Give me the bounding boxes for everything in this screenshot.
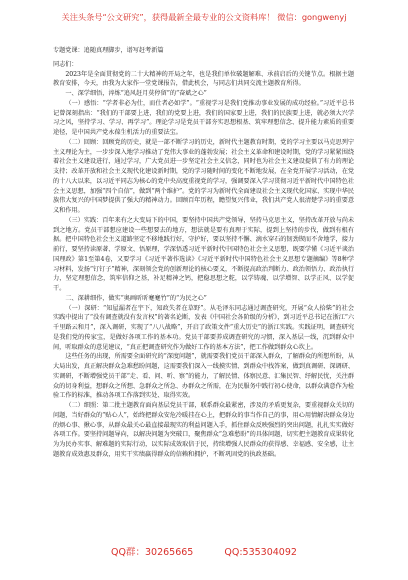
document-body <box>53 46 354 460</box>
footer-contact <box>0 544 408 558</box>
paragraph: （一）感悟：“学者非必为仕，而仕者必如学”。“重视学习是我们党推动事业发展的成功经验。”习近平总书记曾深刻指出：“我们的干部要上进，我们的党要上进，我们的国家要上进，我们的民族要上进，就必须大兴学习之风，坚持学习、学习、再学习”。理论学习是党员干部夯实思想根基、筑牢理想信念、提升能力素质的重要途径，是中国共产党永葆生机活力的重要法宝。 <box>53 99 354 136</box>
document-title: 专题党课：追随真理脚步，谱写赶考新篇 <box>53 47 164 54</box>
paragraph: （三）实践：百年来有之大变局下的中国，要坚持中国共产党领导，坚持马克思主义，坚持改革开放与尚未到之地方。党员干部想应建设一些想要去的地方，想法就是要有真理于实际，提到上坚持的步伐，做到有根有据。把中国特色社会主义道路坚定不移地践行好，守护好，要以坚持不懈、滴水穿石的韧劲锲而不舍地学，接力前行，要坚持读原著、学原文、悟原理，学深悟透习近平新时代中国特色社会主义思想，既要学懂《习近平谈治国理政》第1至第4卷，又要学习《习近平著作选读》《习近平新时代中国特色社会主义思想专题摘编》等8种学习材料，发扬“钉钉子”精神，深刻领会党的创新理论的核心要义，不断提高政治判断力、政治领悟力、政治执行力，坚定理想信念，筑牢信仰之基，补足精神之钙，把稳思想之舵，以学铸魂、以学增智、以学正风、以学促干。 <box>53 216 354 292</box>
qq-number-text: QQ:535304092 <box>224 547 297 558</box>
paragraph: 这些任务的出现，所需要全面研究的“深度问题”，就需要我们党员干部深入群众，了解群众的所想所盼，从大局出发，真正解决群众急难愁盼问题，这需要我们深入一线摸实情、到群众中找答案，做到真调研、深调研、实调研，不断增强党员干部“走、看、问、听、察”的能力，了解民情、体察民意、汇集民智、纾解民忧，关注群众的切身利益，想群众之所想、急群众之所急、办群众之所需，在为民服务中践行初心使命，以群众满意作为检验工作的标准，推动各项工作落到实处、取得实效。 <box>53 353 354 400</box>
greeting: 同志们： <box>53 60 78 68</box>
paragraph: 2023年是全面贯彻党的二十大精神的开局之年，也是我们单位破题解难、承前启后的关键节点。根据主题教育安排，今天，由我为大家作一堂党课报告，借此机会，与同志们共同交流主题教育所得。 <box>53 70 354 88</box>
paragraph: （二）细照：第二批主题教育面向基层党员干部，联系群众最紧密，涉及的矛盾更复杂，要重视群众关切的问题，当好群众的“贴心人”，始终把群众安危冷暖挂在心上，把群众的事当作自己的事，用心用情解决群众身边的烦心事、揪心事，从群众最关心最直接最现实的利益问题入手，抓住群众反映强烈的突出问题，扎扎实实做好各项工作。要坚持问题导向，以解决问题为突破口，聚焦群众“急难愁盼”的具体问题，切实把主题教育成果转化为为民办实事、解难题的实际行动，以实际成效取信于民，持续增强人民群众的获得感、幸福感、安全感，让主题教育成效惠及群众，用实干实绩赢得群众的信赖和拥护，不断巩固党的执政基础。 <box>53 402 354 458</box>
section-heading: 二、深耕细作，做实“奥画昕昕蹇蹇竹”的“为民之心” <box>65 294 207 302</box>
header-banner <box>0 12 408 23</box>
paragraph: （一）深研：“知屋漏者在宇下，知政失者在草野”。从毛泽东同志通过调查研究，开展“众人拾柴”的社会实践中提出了“没有调查就没有发言权”的著名论断，发表《中国社会各阶级的分析》，到习近平总书记在浙江“六千里路云和月”，深入调研，实现了“八八战略”，开启了政策文件“重大历史”的浙江实践。实践证明，调查研究是我们党的传家宝，是做好各项工作的基本功。党员干部要养成调查研究的习惯，深入基层一线，沉到群众中间，听取群众的意见建议，“真正把调查研究作为做好工作的基本方法”，把工作做到群众心坎上。 <box>53 304 354 351</box>
section-heading: 一、深学细悟，淬炼“追风赶月莫停留”的“奋斌之心” <box>65 90 207 97</box>
paragraph: （二）回顾：回顾党的历史，就是一部不断学习的历史，新时代主题教育时期，党的学习主要以马克思列宁主义理论为主，一步步深入地学习推动了党伟大事业的蓬勃发展；社会主义革命和建设时期，党的学习紧紧围绕着社会主义建设进行，通过学习，广大党员进一步坚定社会主义信念，同时也为社会主义建设提供了有力的理论支持；改革开放和社会主义现代化建设新时期，党的学习随时间的变化不断地发展，在全党开展学习活动，在党的十八大以来，以习近平同志为核心的党中央高度重视党的学习，强调要深入学习贯彻习近平新时代中国特色社会主义思想，加强“四个自信”，做到“两个维护”。党的学习为新时代全面建设社会主义现代化国家、实现中华民族伟大复兴的中国梦提供了强大的精神动力。回顾百年历程，瞻望复兴伟业，我们共产党人很清楚学习的重要意义和作用。 <box>53 138 354 214</box>
banner-promo-text: 关注头条号“公文研究”，获得最新全最专业的公文资料库！ 微信：gongwenyj <box>61 12 347 22</box>
qq-group-text: QQ群：30265665 <box>111 547 194 558</box>
